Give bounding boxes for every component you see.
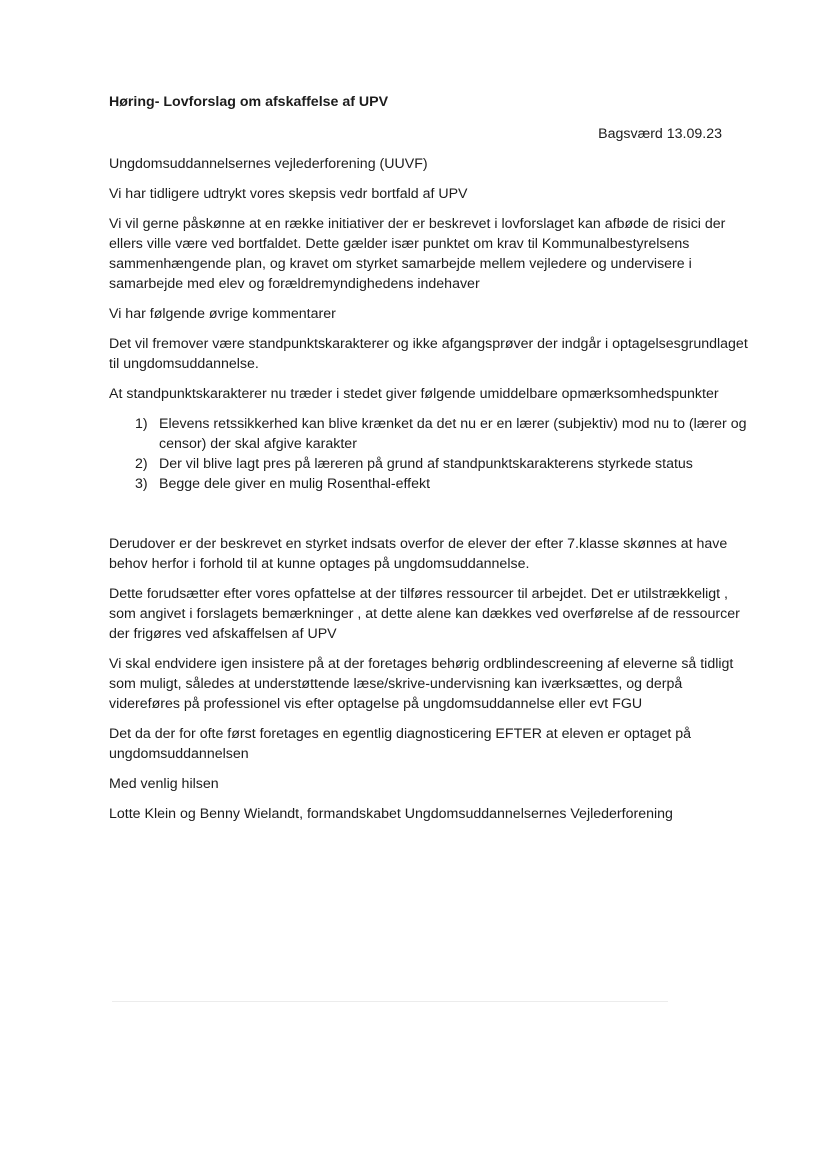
- sender-line: Ungdomsuddannelsernes vejlederforening (UUVF): [109, 156, 428, 172]
- paragraph: Vi har følgende øvrige kommentarer: [109, 306, 336, 322]
- list-item-text: Der vil blive lagt pres på læreren på grund af standpunktskarakterens styrkede status: [159, 456, 693, 472]
- paragraph: Vi har tidligere udtrykt vores skepsis vedr bortfald af UPV: [109, 186, 468, 202]
- list-item: [109, 454, 749, 474]
- list-item: [109, 414, 749, 454]
- scan-artifact-line: [112, 1001, 668, 1002]
- paragraph: Dette forudsætter efter vores opfattelse at der tilføres ressourcer til arbejdet. Det er utilstrækkeligt , som angivet i forslagets bemærkninger , at dette alene kan dækkes ved overførelse af de ressourcer der frigøres ved afskaffelsen af UPV: [109, 586, 740, 642]
- list-number: 3): [135, 476, 148, 492]
- paragraph: Det vil fremover være standpunktskarakterer og ikke afgangsprøver der indgår i optagelsesgrundlaget til ungdomsuddannelse.: [109, 336, 748, 372]
- place-date: Bagsværd 13.09.23: [598, 126, 722, 142]
- letter-body: [109, 92, 749, 834]
- paragraph: Derudover er der beskrevet en styrket indsats overfor de elever der efter 7.klasse skønnes at have behov herfor i forhold til at kunne optages på ungdomsuddannelse.: [109, 536, 728, 572]
- paragraph: Vi vil gerne påskønne at en række initiativer der er beskrevet i lovforslaget kan afbøde de risici der ellers ville være ved bortfaldet. Dette gælder især punktet om krav til Kommunalbestyrelsens sammenhængende plan, og kravet om styrket samarbejde mellem vejledere og undervisere i samarbejde med elev og forældremyndighedens indehaver: [109, 216, 726, 292]
- paragraph: Vi skal endvidere igen insistere på at der foretages behørig ordblindescreening af eleverne så tidligt som muligt, således at understøttende læse/skrive-undervisning kan iværksættes, og derpå videreføres på professionel vis efter optagelse på ungdomsuddannelse eller evt FGU: [109, 656, 734, 712]
- letter-title: Høring- Lovforslag om afskaffelse af UPV: [109, 94, 389, 110]
- paragraph: Det da der for ofte først foretages en egentlig diagnosticering EFTER at eleven er optaget på ungdomsuddannelsen: [109, 726, 692, 762]
- list-number: 2): [135, 456, 148, 472]
- closing-greeting: Med venlig hilsen: [109, 776, 219, 792]
- paragraph: At standpunktskarakterer nu træder i stedet giver følgende umiddelbare opmærksomhedspunkter: [109, 386, 719, 402]
- list-item-text: Elevens retssikkerhed kan blive krænket da det nu er en lærer (subjektiv) mod nu to (lærer og censor) der skal afgive karakter: [159, 416, 747, 452]
- list-number: 1): [135, 416, 148, 432]
- signature-line: Lotte Klein og Benny Wielandt, formandskabet Ungdomsuddannelsernes Vejlederforening: [109, 806, 673, 822]
- blank-space: [109, 504, 749, 534]
- numbered-list: [109, 414, 749, 494]
- list-item-text: Begge dele giver en mulig Rosenthal-effekt: [159, 476, 431, 492]
- list-item: [109, 474, 749, 494]
